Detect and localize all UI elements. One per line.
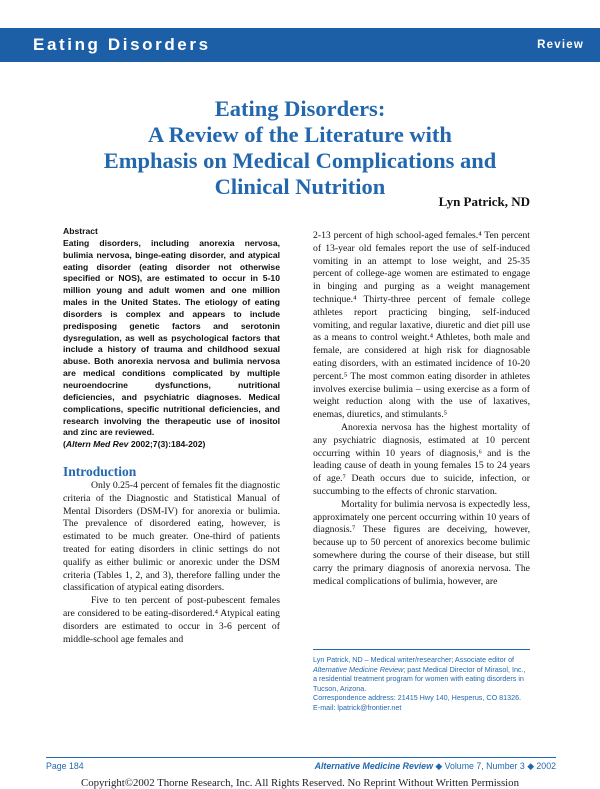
left-column (63, 226, 280, 646)
copyright-notice: Copyright©2002 Thorne Research, Inc. All Rights Reserved. No Reprint Without Written Permission (81, 777, 519, 789)
section-label: Eating Disorders (33, 35, 211, 54)
title-line: Clinical Nutrition (214, 174, 386, 199)
title-line: A Review of the Literature with (148, 122, 452, 147)
abstract-heading: Abstract (63, 226, 98, 236)
body-paragraph: 2-13 percent of high school-aged females.⁴ Ten percent of 13-year old females report the use of self-induced vomiting in an attempt to lose weight, and 25-35 percent of college-age women are estimated to engage in binging and purging as a weight management technique.⁴ Thirty-three percent of female college athletes report practicing binging, self-induced vomiting, and regular laxative, diuretic and diet pill use as a means to control weight.⁴ Athletes, both male and female, are considered at high risk for diagnosable eating disorders, with an estimated incidence of 10-20 percent.⁵ The most common eating disorder in athletes involves exercise bulimia – using exercise as a form of weight reduction along with the use of laxatives, enemas, diuretics, and stimulants.⁵ (313, 230, 530, 421)
article-type-label: Review (537, 39, 584, 51)
citation-details: 2002;7(3):184-202) (128, 439, 206, 450)
title-line: Eating Disorders: (214, 96, 386, 121)
page-number: Page 184 (46, 761, 84, 771)
footer-divider (46, 757, 556, 758)
citation-journal: Altern Med Rev (65, 439, 129, 450)
footer-journal-name: Alternative Medicine Review (314, 761, 433, 771)
bio-text-start: Lyn Patrick, ND – Medical writer/researcher; Associate editor of (313, 655, 515, 664)
body-paragraph: Anorexia nervosa has the highest mortality of any psychiatric diagnosis, estimated at 10 percent occurring within 10 years of diagnosis,⁶ and is the leading cause of death in young females 15 to 24 years of age.⁷ Death occurs due to suicide, infection, or succumbing to the effects of chronic starvation. (313, 421, 530, 497)
abstract-citation: (Altern Med Rev 2002;7(3):184-202) (63, 439, 206, 450)
body-paragraph: Mortality for bulimia nervosa is expectedly less, approximately one percent occurring within 10 years of diagnosis.⁷ These figures are deceiving, however, because up to 50 percent of anorexics become bulimic somewhere during the course of their disease, but still carry the primary diagnosis of anorexia nervosa. The medical complications of bulimia, however, are (313, 498, 530, 587)
right-column (313, 230, 530, 588)
intro-paragraph: Only 0.25-4 percent of females fit the diagnostic criteria of the Diagnostic and Statistical Manual of Mental Disorders (DSM-IV) for anorexia or bulimia. The prevalence of disordered eating, however, is estimated to be much greater. One-third of patients treated for eating disorders in clinic settings do not qualify as either bulimic or anorexic under the DSM criteria (Tables 1, 2, and 3), therefore falling under the classification of atypical eating disorders. (63, 480, 280, 594)
bio-journal-name: Alternative Medicine Review (313, 664, 404, 674)
correspondence-address: Correspondence address: 21415 Hwy 140, Hesperus, CO 81326. E-mail: lpatrick@frontier.net (313, 693, 522, 712)
bio-text-end: ; past Medical Director of Mirasol, Inc., a residential treatment program for women with eating disorders in Tucson, Arizona. (313, 664, 526, 693)
abstract (63, 226, 280, 451)
author-bio (313, 655, 530, 693)
title-line: Emphasis on Medical Complications and (103, 148, 497, 173)
footer-journal-info (315, 761, 556, 772)
author-name: Lyn Patrick, ND (438, 194, 530, 209)
abstract-body: Eating disorders, including anorexia nervosa, bulimia nervosa, binge-eating disorder, and atypical eating disorder (eating disorder not otherwise specified or NOS), are estimated to occur in 5-10 million young and adult women and one million males in the United States. The etiology of eating disorders is complex and appears to include predisposing genetic factors and serotonin dysregulation, as well as psychological factors that include a history of trauma and childhood sexual abuse. Both anorexia nervosa and bulimia nervosa are medical conditions complicated by multiple neuroendocrine dysfunctions, nutritional deficiencies, and psychiatric diagnoses. Medical complications, specific nutritional deficiencies, and research involving the therapeutic use of inositol and zinc are reviewed. (63, 237, 280, 438)
intro-paragraph: Five to ten percent of post-pubescent females are considered to be eating-disordered.⁴ Atypical eating disorders are estimated to occur in 3-6 percent of middle-school age females and (63, 595, 280, 645)
author-footnote (313, 655, 530, 713)
header-bar (0, 28, 600, 62)
introduction-heading: Introduction (63, 464, 137, 480)
article-title (40, 96, 560, 200)
footer-issue: ◆ Volume 7, Number 3 ◆ 2002 (432, 761, 556, 771)
footnote-divider (313, 649, 530, 650)
